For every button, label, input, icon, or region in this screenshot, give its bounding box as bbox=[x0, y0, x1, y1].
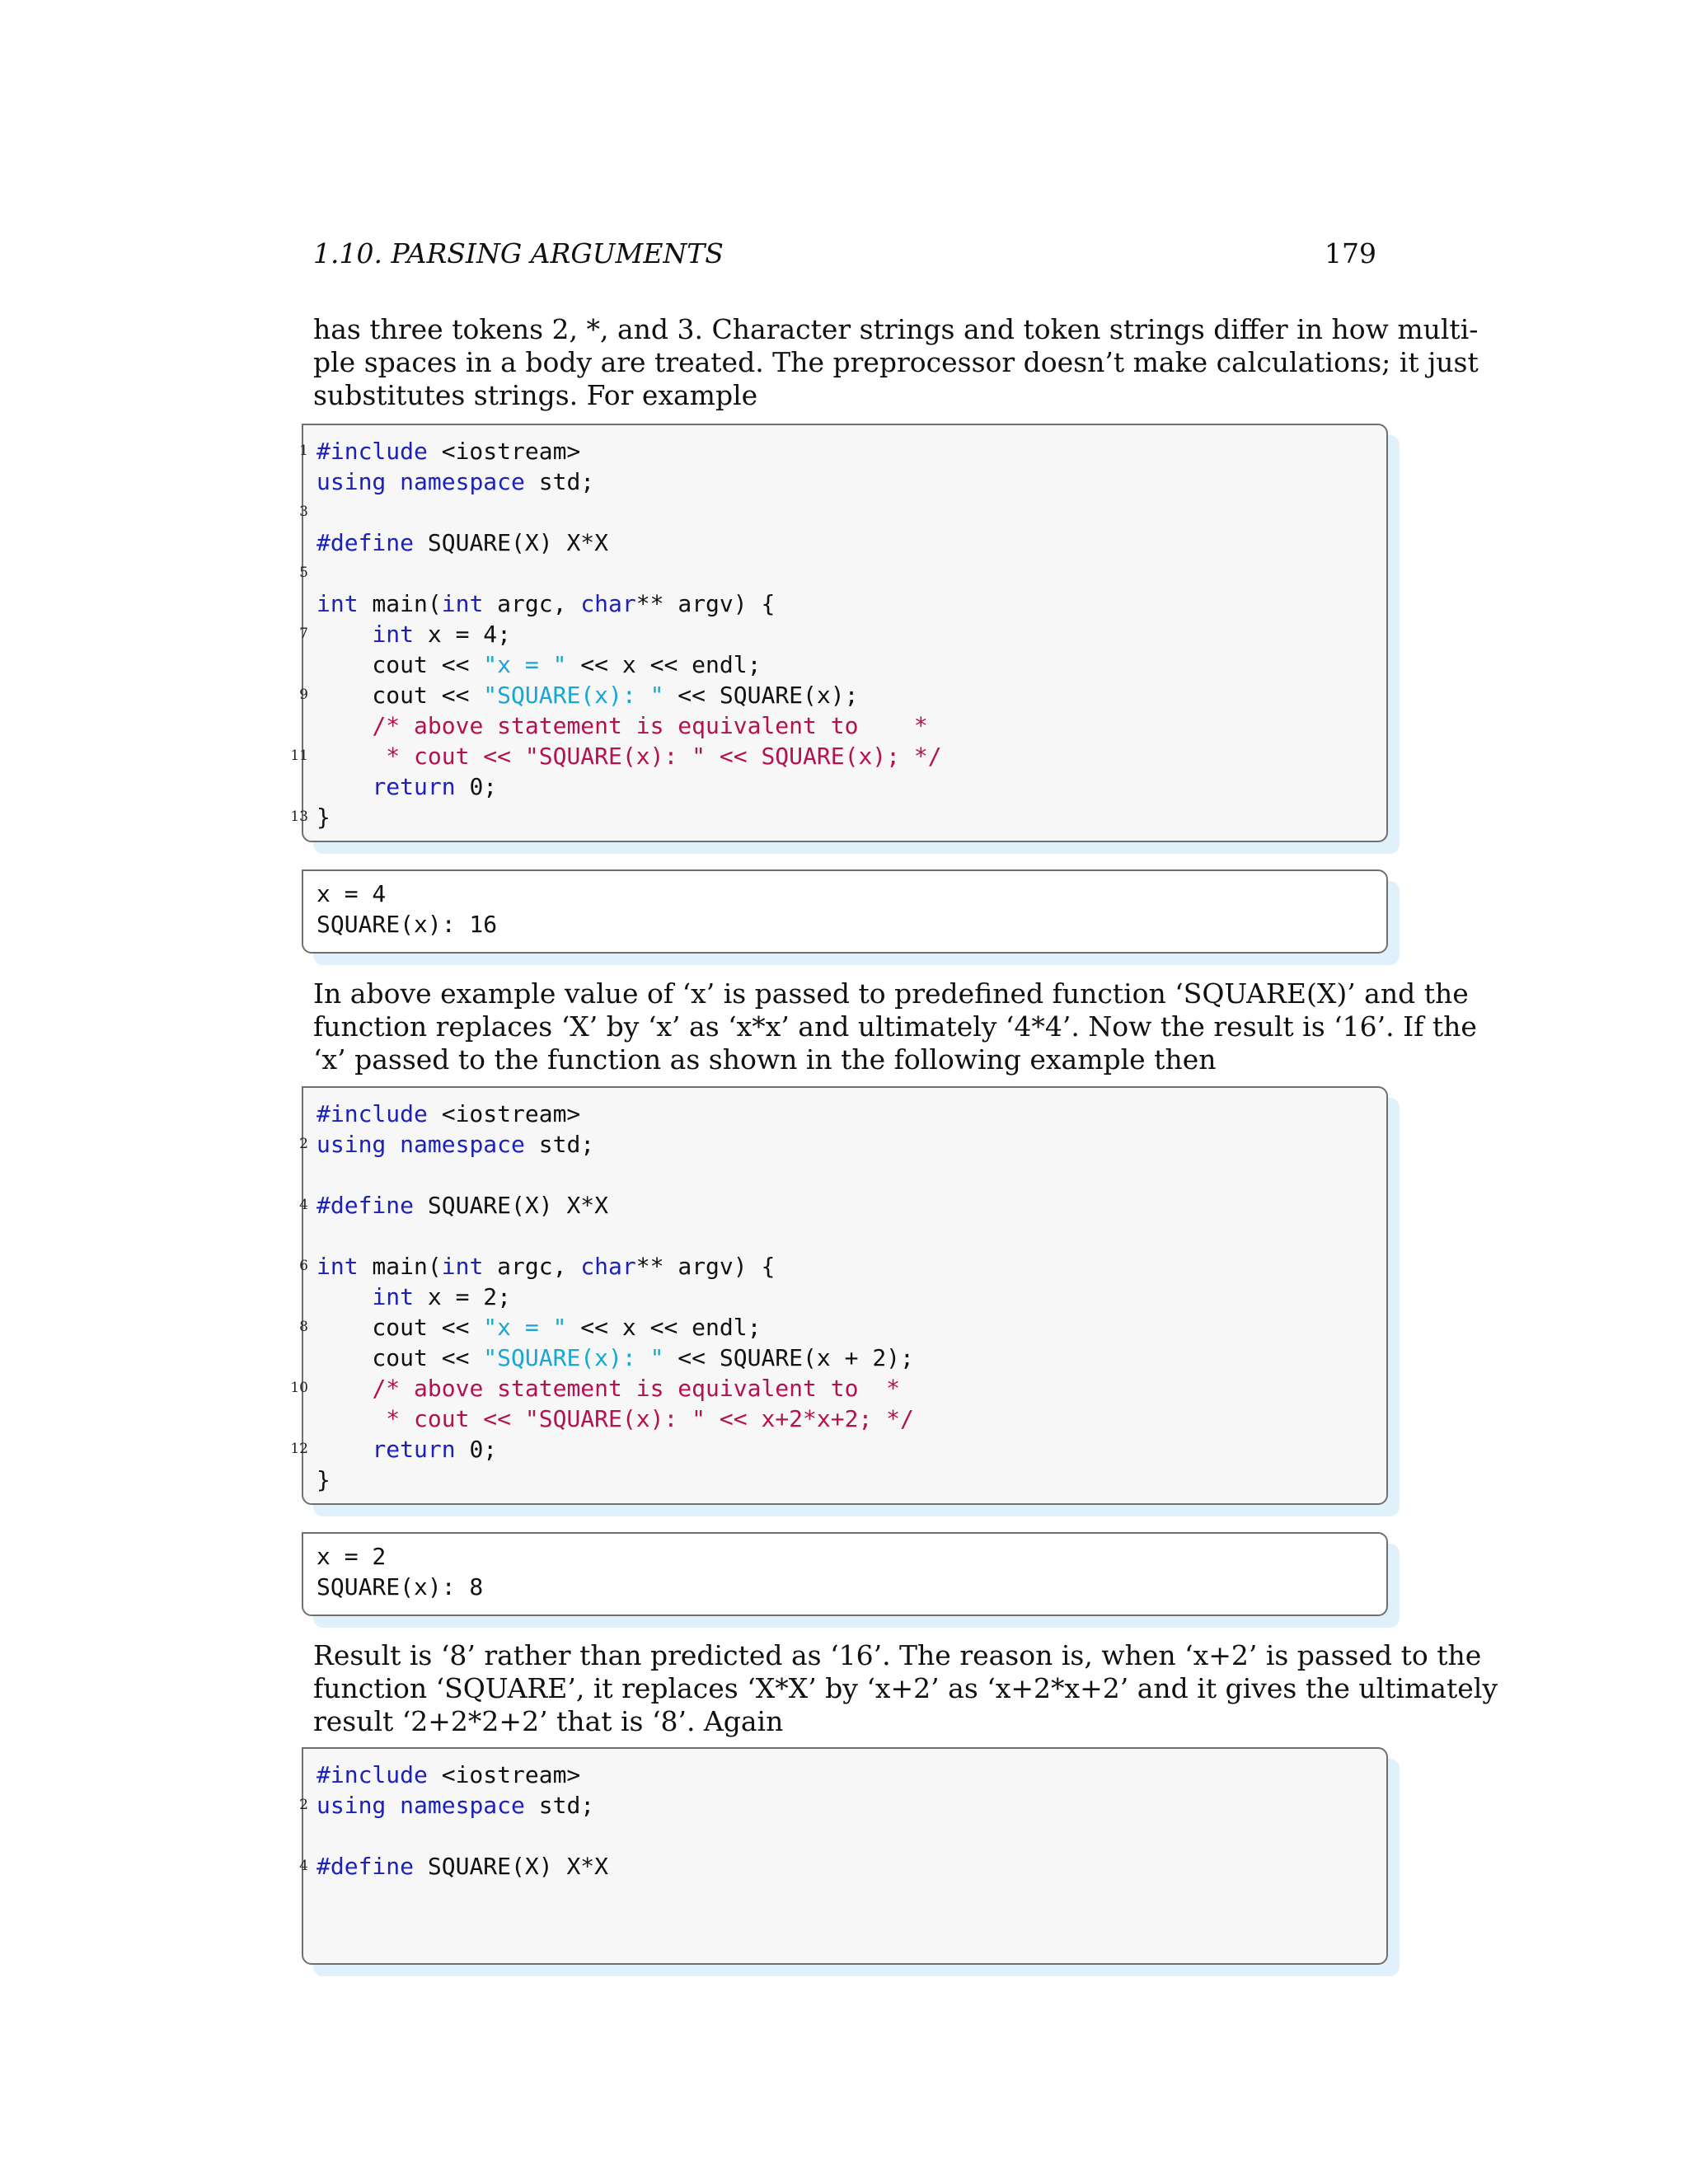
paragraph-tokens bbox=[313, 313, 1479, 412]
output-line: x = 4 bbox=[316, 880, 387, 907]
line-number: 4 bbox=[299, 1858, 308, 1874]
code-token: 0; bbox=[455, 773, 498, 800]
paragraph-line: result ‘2+2*2+2’ that is ‘8’. Again bbox=[313, 1705, 784, 1737]
code-token: /* above statement is equivalent to * bbox=[372, 712, 928, 739]
code-line bbox=[316, 1099, 580, 1129]
code-token: #include bbox=[316, 438, 428, 465]
code-token: return bbox=[372, 773, 456, 800]
code-token: } bbox=[316, 804, 331, 831]
code-line bbox=[290, 1434, 498, 1465]
code-token: x = 4; bbox=[414, 621, 512, 648]
line-number: 9 bbox=[299, 687, 308, 703]
running-header bbox=[313, 237, 1376, 270]
output-line: SQUARE(x): 8 bbox=[316, 1573, 484, 1601]
code-line bbox=[316, 649, 761, 680]
code-token: ** argv) { bbox=[635, 590, 776, 617]
code-line bbox=[316, 1465, 331, 1495]
output-box-2 bbox=[302, 1532, 1388, 1616]
code-token: std; bbox=[524, 1131, 595, 1158]
code-token: /* above statement is equivalent to * bbox=[372, 1375, 901, 1402]
code-token: <iostream> bbox=[427, 1761, 581, 1788]
line-number: 5 bbox=[299, 565, 308, 581]
code-line bbox=[316, 771, 497, 802]
code-line bbox=[316, 1282, 511, 1312]
line-number: 2 bbox=[299, 1136, 308, 1152]
code-token: <iostream> bbox=[427, 1100, 581, 1127]
code-token bbox=[316, 1283, 372, 1310]
code-token bbox=[316, 621, 372, 648]
code-token: <iostream> bbox=[427, 438, 581, 465]
code-token: x = 2; bbox=[414, 1283, 512, 1310]
code-token: << SQUARE(x); bbox=[663, 682, 859, 709]
code-token: cout << bbox=[316, 682, 484, 709]
code-token bbox=[386, 1131, 400, 1158]
code-token: using bbox=[316, 1792, 387, 1819]
output-line: SQUARE(x): 16 bbox=[316, 911, 498, 938]
line-number: 4 bbox=[299, 1197, 308, 1213]
code-token: namespace bbox=[400, 468, 525, 495]
code-token: "SQUARE(x): " bbox=[483, 1344, 664, 1371]
code-line bbox=[299, 1129, 595, 1160]
code-token: int bbox=[316, 1253, 359, 1280]
code-line bbox=[299, 1312, 762, 1343]
code-token: int bbox=[316, 590, 359, 617]
code-token: char bbox=[580, 1253, 636, 1280]
code-line bbox=[299, 1190, 609, 1221]
code-token bbox=[316, 773, 372, 800]
code-token: int bbox=[372, 1283, 415, 1310]
code-token: #include bbox=[316, 1100, 428, 1127]
code-line bbox=[299, 1251, 776, 1282]
code-token bbox=[316, 1405, 372, 1432]
code-token: "x = " bbox=[483, 1314, 567, 1341]
line-number: 13 bbox=[290, 808, 308, 825]
paragraph-line: Result is ‘8’ rather than predicted as ‘16’. The reason is, when ‘x+2’ is passed to the bbox=[313, 1639, 1482, 1671]
paragraph-line: In above example value of ‘x’ is passed to predefined function ‘SQUARE(X)’ and the bbox=[313, 977, 1469, 1010]
line-number: 10 bbox=[290, 1380, 308, 1396]
code-line bbox=[299, 1790, 595, 1821]
line-number: 6 bbox=[299, 1258, 308, 1274]
code-line bbox=[299, 680, 859, 710]
code-line bbox=[299, 619, 512, 649]
code-token: } bbox=[316, 1466, 331, 1493]
code-token: char bbox=[580, 590, 636, 617]
code-token: using bbox=[316, 468, 387, 495]
code-token: cout << bbox=[316, 1344, 484, 1371]
code-token: 0; bbox=[455, 1436, 498, 1463]
code-token: int bbox=[372, 621, 415, 648]
code-line bbox=[290, 802, 331, 832]
line-number: 11 bbox=[290, 748, 308, 764]
paragraph-line: function ‘SQUARE’, it replaces ‘X*X’ by ‘x+2’ as ‘x+2*x+2’ and it gives the ultimately bbox=[313, 1672, 1498, 1704]
code-token: ** argv) { bbox=[635, 1253, 776, 1280]
code-token: namespace bbox=[400, 1131, 525, 1158]
paragraph-line: substitutes strings. For example bbox=[313, 379, 758, 411]
output-line: x = 2 bbox=[316, 1543, 387, 1570]
code-token: SQUARE(X) X*X bbox=[414, 529, 609, 556]
code-line bbox=[316, 710, 928, 741]
code-token bbox=[316, 743, 372, 770]
code-token: cout << bbox=[316, 651, 484, 678]
paragraph-line: ple spaces in a body are treated. The preprocessor doesn’t make calculations; it just bbox=[313, 346, 1479, 378]
code-token: "x = " bbox=[483, 651, 567, 678]
line-number: 1 bbox=[299, 443, 308, 459]
code-token bbox=[316, 1375, 372, 1402]
code-token: main( bbox=[358, 590, 442, 617]
output-box-1 bbox=[302, 869, 1388, 954]
paragraph-square-example bbox=[313, 977, 1477, 1076]
code-token: std; bbox=[524, 468, 595, 495]
code-token: << x << endl; bbox=[566, 651, 762, 678]
code-listing-2 bbox=[290, 1086, 1388, 1505]
code-token: #define bbox=[316, 1192, 415, 1219]
code-token: argc, bbox=[483, 1253, 581, 1280]
code-token: "SQUARE(x): " bbox=[483, 682, 664, 709]
code-token: #include bbox=[316, 1761, 428, 1788]
section-title: 1.10. PARSING ARGUMENTS bbox=[313, 237, 724, 269]
page-number: 179 bbox=[1325, 237, 1376, 269]
paragraph-line: has three tokens 2, *, and 3. Character strings and token strings differ in how multi- bbox=[313, 313, 1479, 345]
code-token: argc, bbox=[483, 590, 581, 617]
code-line bbox=[316, 527, 608, 558]
line-number: 2 bbox=[299, 1797, 308, 1813]
code-line bbox=[316, 588, 775, 619]
line-number: 12 bbox=[290, 1441, 308, 1457]
code-token: << x << endl; bbox=[566, 1314, 762, 1341]
line-number: 8 bbox=[299, 1319, 308, 1335]
paragraph-line: ‘x’ passed to the function as shown in the following example then bbox=[313, 1043, 1217, 1076]
code-token: * cout << "SQUARE(x): " << x+2*x+2; */ bbox=[372, 1405, 914, 1432]
code-line bbox=[316, 1343, 914, 1373]
line-number: 3 bbox=[299, 504, 308, 520]
code-listing-3 bbox=[299, 1747, 1388, 1965]
code-line bbox=[299, 1851, 609, 1882]
code-token bbox=[316, 712, 372, 739]
code-listing-1 bbox=[290, 424, 1388, 842]
code-line bbox=[316, 466, 594, 497]
code-token: int bbox=[441, 1253, 484, 1280]
code-token: using bbox=[316, 1131, 387, 1158]
code-token bbox=[316, 1436, 372, 1463]
code-token: #define bbox=[316, 529, 415, 556]
code-token: return bbox=[372, 1436, 456, 1463]
code-token bbox=[386, 468, 400, 495]
code-token: namespace bbox=[400, 1792, 525, 1819]
code-token: * cout << "SQUARE(x): " << SQUARE(x); */ bbox=[372, 743, 942, 770]
code-listing-3-clip bbox=[299, 1747, 1406, 1887]
paragraph-line: function replaces ‘X’ by ‘x’ as ‘x*x’ and ultimately ‘4*4’. Now the result is ‘16’. If the bbox=[313, 1010, 1477, 1043]
code-token: << SQUARE(x + 2); bbox=[663, 1344, 914, 1371]
code-token: SQUARE(X) X*X bbox=[414, 1192, 609, 1219]
code-token: std; bbox=[524, 1792, 595, 1819]
code-token: #define bbox=[316, 1853, 415, 1880]
code-token: int bbox=[441, 590, 484, 617]
code-line bbox=[316, 1760, 580, 1790]
code-token bbox=[386, 1792, 400, 1819]
code-token: SQUARE(X) X*X bbox=[414, 1853, 609, 1880]
code-token: cout << bbox=[316, 1314, 484, 1341]
code-token: main( bbox=[358, 1253, 442, 1280]
line-number: 7 bbox=[299, 626, 308, 642]
code-line bbox=[299, 436, 581, 466]
code-line bbox=[290, 741, 942, 771]
paragraph-result bbox=[313, 1639, 1498, 1738]
code-line bbox=[290, 1373, 901, 1404]
code-line bbox=[316, 1404, 914, 1434]
